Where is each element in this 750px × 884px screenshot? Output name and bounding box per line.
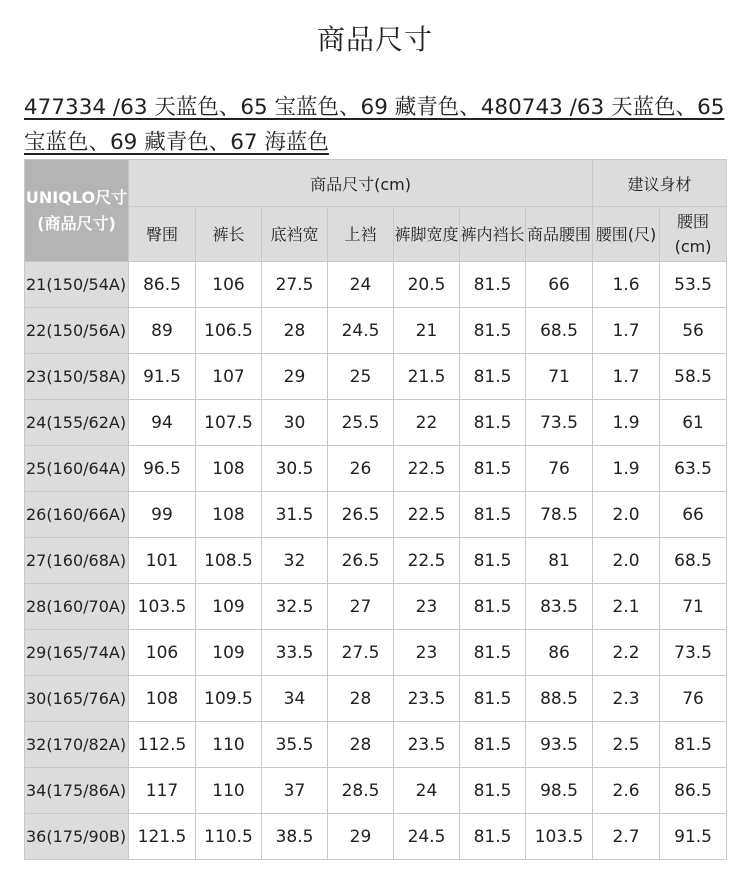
column-header-row [25, 207, 727, 262]
measurement-cell: 86 [526, 630, 593, 676]
measurement-cell: 109 [196, 630, 262, 676]
measurement-cell: 109.5 [196, 676, 262, 722]
measurement-cell: 31.5 [262, 492, 328, 538]
measurement-cell: 108.5 [196, 538, 262, 584]
size-cell: 24(155/62A) [25, 400, 129, 446]
measurement-cell: 24 [394, 768, 460, 814]
measurement-cell: 103.5 [129, 584, 196, 630]
measurement-cell: 29 [328, 814, 394, 860]
table-row [25, 768, 727, 814]
measurement-cell: 2.1 [593, 584, 660, 630]
measurement-cell: 89 [129, 308, 196, 354]
column-header: 上裆 [328, 207, 394, 262]
measurement-cell: 1.7 [593, 354, 660, 400]
measurement-cell: 66 [526, 262, 593, 308]
column-header: 腰围(cm) [660, 207, 727, 262]
measurement-cell: 20.5 [394, 262, 460, 308]
size-cell: 28(160/70A) [25, 584, 129, 630]
measurement-cell: 27 [328, 584, 394, 630]
size-cell: 32(170/82A) [25, 722, 129, 768]
measurement-cell: 28 [328, 676, 394, 722]
measurement-cell: 21 [394, 308, 460, 354]
measurement-cell: 107 [196, 354, 262, 400]
measurement-cell: 30.5 [262, 446, 328, 492]
measurement-cell: 81.5 [460, 584, 526, 630]
measurement-cell: 81.5 [460, 814, 526, 860]
measurement-cell: 81.5 [460, 538, 526, 584]
measurement-cell: 2.0 [593, 538, 660, 584]
table-row [25, 400, 727, 446]
column-header: 臀围 [129, 207, 196, 262]
measurement-cell: 23.5 [394, 722, 460, 768]
measurement-cell: 71 [526, 354, 593, 400]
size-cell: 34(175/86A) [25, 768, 129, 814]
measurement-cell: 1.9 [593, 446, 660, 492]
size-cell: 36(175/90B) [25, 814, 129, 860]
measurement-cell: 26.5 [328, 538, 394, 584]
measurement-cell: 81.5 [460, 768, 526, 814]
measurement-cell: 2.2 [593, 630, 660, 676]
measurement-cell: 34 [262, 676, 328, 722]
table-row [25, 262, 727, 308]
measurement-cell: 2.6 [593, 768, 660, 814]
measurement-cell: 63.5 [660, 446, 727, 492]
measurement-cell: 22 [394, 400, 460, 446]
measurement-cell: 27.5 [328, 630, 394, 676]
measurement-cell: 81.5 [460, 308, 526, 354]
measurement-cell: 106 [129, 630, 196, 676]
measurement-cell: 110 [196, 768, 262, 814]
measurement-cell: 71 [660, 584, 727, 630]
measurement-cell: 81.5 [460, 630, 526, 676]
measurement-cell: 117 [129, 768, 196, 814]
table-row [25, 354, 727, 400]
measurement-cell: 101 [129, 538, 196, 584]
table-row [25, 584, 727, 630]
table-row [25, 446, 727, 492]
measurement-cell: 30 [262, 400, 328, 446]
measurement-cell: 61 [660, 400, 727, 446]
measurement-cell: 35.5 [262, 722, 328, 768]
measurement-cell: 81.5 [460, 676, 526, 722]
measurement-cell: 26 [328, 446, 394, 492]
column-header: 裤脚宽度 [394, 207, 460, 262]
measurement-cell: 91.5 [129, 354, 196, 400]
measurement-cell: 24 [328, 262, 394, 308]
measurement-cell: 68.5 [660, 538, 727, 584]
measurement-cell: 108 [196, 446, 262, 492]
size-cell: 30(165/76A) [25, 676, 129, 722]
measurement-cell: 38.5 [262, 814, 328, 860]
product-size-group-header: 商品尺寸(cm) [129, 160, 593, 207]
measurement-cell: 81.5 [460, 262, 526, 308]
measurement-cell: 58.5 [660, 354, 727, 400]
measurement-cell: 28 [262, 308, 328, 354]
table-row [25, 492, 727, 538]
measurement-cell: 56 [660, 308, 727, 354]
table-row [25, 676, 727, 722]
measurement-cell: 21.5 [394, 354, 460, 400]
table-row [25, 308, 727, 354]
measurement-cell: 27.5 [262, 262, 328, 308]
measurement-cell: 66 [660, 492, 727, 538]
table-row [25, 722, 727, 768]
measurement-cell: 73.5 [660, 630, 727, 676]
size-table-body [25, 262, 727, 860]
measurement-cell: 106.5 [196, 308, 262, 354]
column-header: 底裆宽 [262, 207, 328, 262]
product-codes-colors: 477334 /63 天蓝色、65 宝蓝色、69 藏青色、480743 /63 天蓝色、65 宝蓝色、69 藏青色、67 海蓝色 [24, 95, 725, 155]
measurement-cell: 1.6 [593, 262, 660, 308]
measurement-cell: 83.5 [526, 584, 593, 630]
suggested-body-group-header: 建议身材 [593, 160, 727, 207]
size-cell: 25(160/64A) [25, 446, 129, 492]
measurement-cell: 32.5 [262, 584, 328, 630]
measurement-cell: 28.5 [328, 768, 394, 814]
measurement-cell: 98.5 [526, 768, 593, 814]
measurement-cell: 81 [526, 538, 593, 584]
measurement-cell: 93.5 [526, 722, 593, 768]
size-header: UNIQLO尺寸(商品尺寸) [25, 160, 129, 262]
measurement-cell: 23.5 [394, 676, 460, 722]
measurement-cell: 108 [196, 492, 262, 538]
measurement-cell: 112.5 [129, 722, 196, 768]
table-row [25, 630, 727, 676]
measurement-cell: 86.5 [129, 262, 196, 308]
measurement-cell: 23 [394, 630, 460, 676]
measurement-cell: 121.5 [129, 814, 196, 860]
measurement-cell: 110.5 [196, 814, 262, 860]
size-cell: 22(150/56A) [25, 308, 129, 354]
measurement-cell: 24.5 [394, 814, 460, 860]
measurement-cell: 108 [129, 676, 196, 722]
measurement-cell: 76 [660, 676, 727, 722]
measurement-cell: 94 [129, 400, 196, 446]
measurement-cell: 81.5 [660, 722, 727, 768]
measurement-cell: 81.5 [460, 722, 526, 768]
measurement-cell: 73.5 [526, 400, 593, 446]
measurement-cell: 22.5 [394, 538, 460, 584]
measurement-cell: 103.5 [526, 814, 593, 860]
measurement-cell: 91.5 [660, 814, 727, 860]
size-cell: 26(160/66A) [25, 492, 129, 538]
measurement-cell: 24.5 [328, 308, 394, 354]
measurement-cell: 26.5 [328, 492, 394, 538]
size-cell: 23(150/58A) [25, 354, 129, 400]
measurement-cell: 81.5 [460, 446, 526, 492]
measurement-cell: 81.5 [460, 492, 526, 538]
measurement-cell: 2.3 [593, 676, 660, 722]
column-header: 腰围(尺) [593, 207, 660, 262]
measurement-cell: 76 [526, 446, 593, 492]
measurement-cell: 22.5 [394, 446, 460, 492]
page-title: 商品尺寸 [316, 23, 433, 56]
size-cell: 27(160/68A) [25, 538, 129, 584]
measurement-cell: 110 [196, 722, 262, 768]
size-cell: 29(165/74A) [25, 630, 129, 676]
measurement-cell: 32 [262, 538, 328, 584]
measurement-cell: 53.5 [660, 262, 727, 308]
measurement-cell: 28 [328, 722, 394, 768]
measurement-cell: 22.5 [394, 492, 460, 538]
measurement-cell: 2.5 [593, 722, 660, 768]
measurement-cell: 78.5 [526, 492, 593, 538]
measurement-cell: 109 [196, 584, 262, 630]
measurement-cell: 88.5 [526, 676, 593, 722]
measurement-cell: 25.5 [328, 400, 394, 446]
measurement-cell: 99 [129, 492, 196, 538]
measurement-cell: 96.5 [129, 446, 196, 492]
size-cell: 21(150/54A) [25, 262, 129, 308]
column-header: 商品腰围 [526, 207, 593, 262]
size-table [24, 159, 727, 860]
measurement-cell: 2.0 [593, 492, 660, 538]
measurement-cell: 107.5 [196, 400, 262, 446]
measurement-cell: 25 [328, 354, 394, 400]
measurement-cell: 68.5 [526, 308, 593, 354]
table-row [25, 814, 727, 860]
measurement-cell: 1.7 [593, 308, 660, 354]
table-row [25, 538, 727, 584]
measurement-cell: 106 [196, 262, 262, 308]
column-header: 裤长 [196, 207, 262, 262]
measurement-cell: 2.7 [593, 814, 660, 860]
measurement-cell: 1.9 [593, 400, 660, 446]
column-header: 裤内裆长 [460, 207, 526, 262]
measurement-cell: 81.5 [460, 354, 526, 400]
measurement-cell: 86.5 [660, 768, 727, 814]
measurement-cell: 29 [262, 354, 328, 400]
measurement-cell: 81.5 [460, 400, 526, 446]
measurement-cell: 37 [262, 768, 328, 814]
measurement-cell: 33.5 [262, 630, 328, 676]
measurement-cell: 23 [394, 584, 460, 630]
